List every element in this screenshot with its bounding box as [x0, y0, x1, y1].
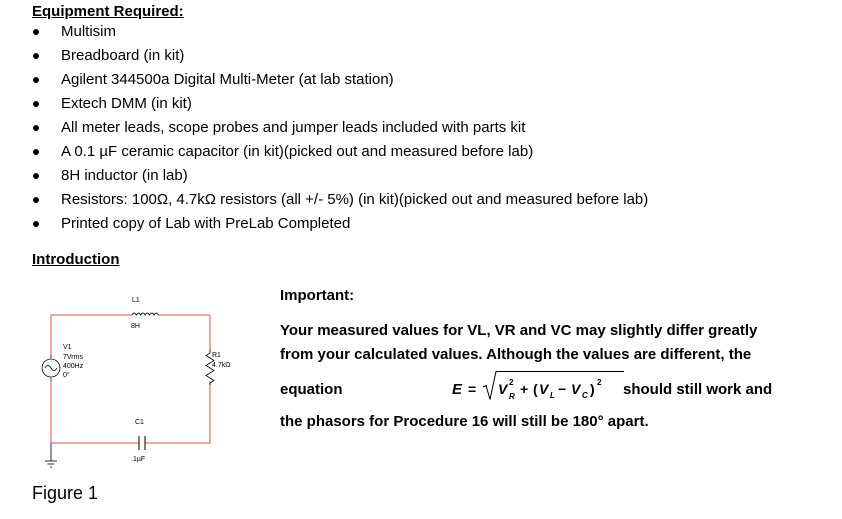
important-line-1: Your measured values for VL, VR and VC may slightly differ greatly: [280, 322, 758, 339]
svg-text:E: E: [452, 381, 463, 398]
capacitor-name: C1: [135, 419, 144, 426]
svg-text:V: V: [539, 381, 549, 397]
important-line-3-suffix: should still work and: [623, 381, 773, 398]
resistor-name: R1: [212, 352, 221, 359]
resistor-value: 4.7kΩ: [212, 362, 231, 369]
bullet-icon: [33, 197, 39, 203]
list-item: All meter leads, scope probes and jumper leads included with parts kit: [0, 116, 648, 140]
svg-text:−: −: [558, 381, 567, 397]
bullet-icon: [33, 77, 39, 83]
svg-text:): ): [590, 381, 595, 397]
svg-text:C: C: [582, 391, 588, 400]
introduction-heading: Introduction: [32, 251, 120, 268]
list-item: Multisim: [0, 20, 648, 44]
source-frequency: 400Hz: [63, 363, 84, 370]
list-item: A 0.1 µF ceramic capacitor (in kit)(picked out and measured before lab): [0, 140, 648, 164]
inductor-value: 8H: [131, 323, 140, 330]
bullet-icon: [33, 29, 39, 35]
equation: [452, 370, 627, 406]
list-item: Printed copy of Lab with PreLab Completed: [0, 212, 648, 236]
ground-icon: [45, 443, 57, 467]
svg-text:V: V: [571, 381, 581, 397]
circuit-schematic: [28, 285, 268, 480]
svg-text:2: 2: [509, 378, 514, 387]
list-item: Agilent 344500a Digital Multi-Meter (at lab station): [0, 68, 648, 92]
bullet-icon: [33, 53, 39, 59]
svg-text:=: =: [468, 381, 477, 397]
svg-text:2: 2: [597, 378, 602, 387]
bullet-icon: [33, 173, 39, 179]
bullet-icon: [33, 149, 39, 155]
list-item: 8H inductor (in lab): [0, 164, 648, 188]
capacitor-icon: [139, 436, 145, 450]
svg-text:L: L: [550, 391, 555, 400]
bullet-icon: [33, 101, 39, 107]
list-item: Breadboard (in kit): [0, 44, 648, 68]
svg-text:+: +: [520, 381, 529, 397]
important-line-4: the phasors for Procedure 16 will still be 180° apart.: [280, 413, 649, 430]
important-title: Important:: [280, 287, 355, 304]
inductor-name: L1: [132, 297, 140, 304]
svg-text:V: V: [498, 381, 508, 397]
list-item: Resistors: 100Ω, 4.7kΩ resistors (all +/- 5%) (in kit)(picked out and measured before lab): [0, 188, 648, 212]
svg-text:(: (: [533, 381, 538, 397]
svg-text:R: R: [509, 392, 515, 401]
inductor-icon: [132, 313, 158, 315]
source-phase: 0°: [63, 372, 70, 379]
important-line-3-prefix: equation: [280, 381, 343, 398]
bullet-icon: [33, 221, 39, 227]
source-voltage: 7Vrms: [63, 354, 83, 361]
source-name: V1: [63, 344, 72, 351]
capacitor-value: .1µF: [131, 456, 146, 463]
bullet-icon: [33, 125, 39, 131]
important-line-2: from your calculated values. Although the values are different, the: [280, 346, 752, 363]
equipment-list: [0, 20, 648, 236]
list-item: Extech DMM (in kit): [0, 92, 648, 116]
equipment-heading: Equipment Required:: [32, 3, 184, 20]
figure-label: Figure 1: [32, 483, 99, 503]
ac-source-icon: [42, 355, 60, 381]
